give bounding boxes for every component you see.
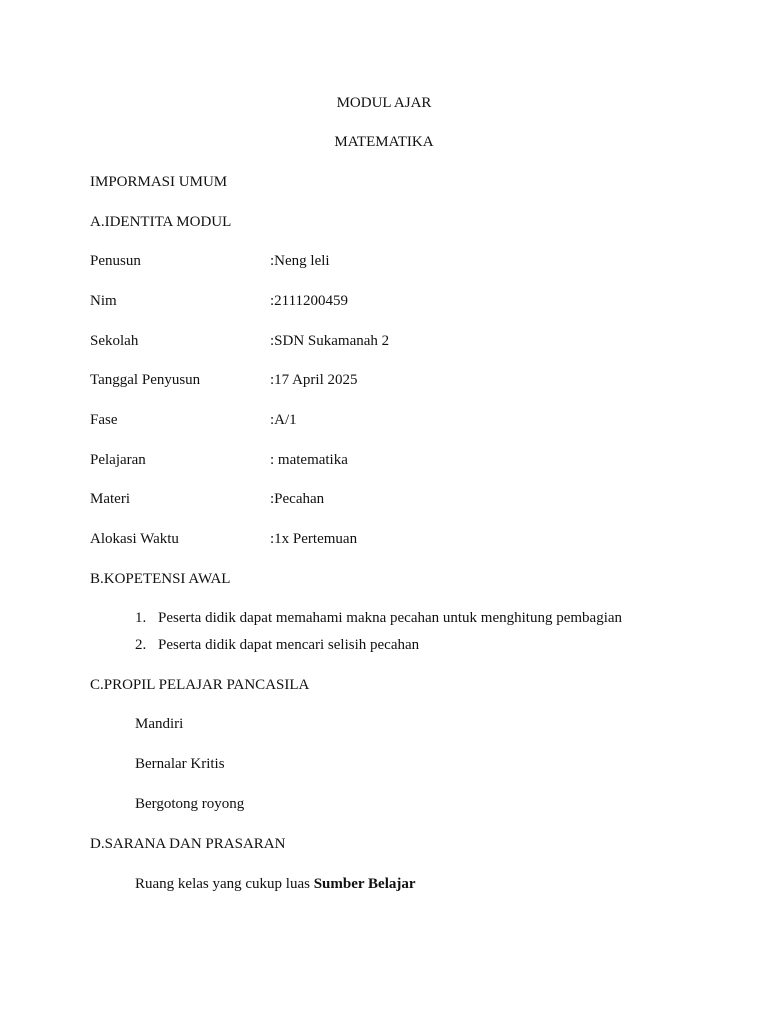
identity-label: Materi [90,491,130,507]
identity-value: :SDN Sukamanah 2 [270,333,390,349]
identity-label: Pelajaran [90,452,146,468]
facility-text: Ruang kelas yang cukup luas [135,876,314,892]
identity-label: Nim [90,293,117,309]
section-a-heading: A.IDENTITA MODUL [90,214,232,230]
identity-label: Alokasi Waktu [90,531,179,547]
identity-value: :Pecahan [270,491,325,507]
list-item-number: 1. [135,610,147,626]
identity-value: :A/1 [270,412,297,428]
identity-label: Fase [90,412,118,428]
facility-line [135,875,416,893]
identity-value: :2111200459 [270,293,349,309]
identity-label: Penusun [90,253,141,269]
profile-item: Mandiri [135,716,184,732]
facility-bold-text: Sumber Belajar [313,876,416,892]
list-item: Peserta didik dapat mencari selisih pecahan [158,637,420,653]
identity-value: :1x Pertemuan [270,531,358,547]
identity-value: :17 April 2025 [270,372,358,388]
section-b-heading: B.KOPETENSI AWAL [90,571,231,587]
identity-value: : matematika [270,452,348,468]
document-subtitle: MATEMATIKA [334,134,434,150]
identity-label: Tanggal Penyusun [90,372,201,388]
section-c-heading: C.PROPIL PELAJAR PANCASILA [90,677,310,693]
list-item-number: 2. [135,637,147,653]
section-general-heading: IMPORMASI UMUM [90,174,228,190]
document-title: MODUL AJAR [336,95,432,111]
identity-value: :Neng leli [270,253,330,269]
section-d-heading: D.SARANA DAN PRASARAN [90,836,286,852]
profile-item: Bernalar Kritis [135,756,225,772]
identity-label: Sekolah [90,333,139,349]
list-item: Peserta didik dapat memahami makna pecahan untuk menghitung pembagian [158,610,623,626]
profile-item: Bergotong royong [135,796,245,812]
